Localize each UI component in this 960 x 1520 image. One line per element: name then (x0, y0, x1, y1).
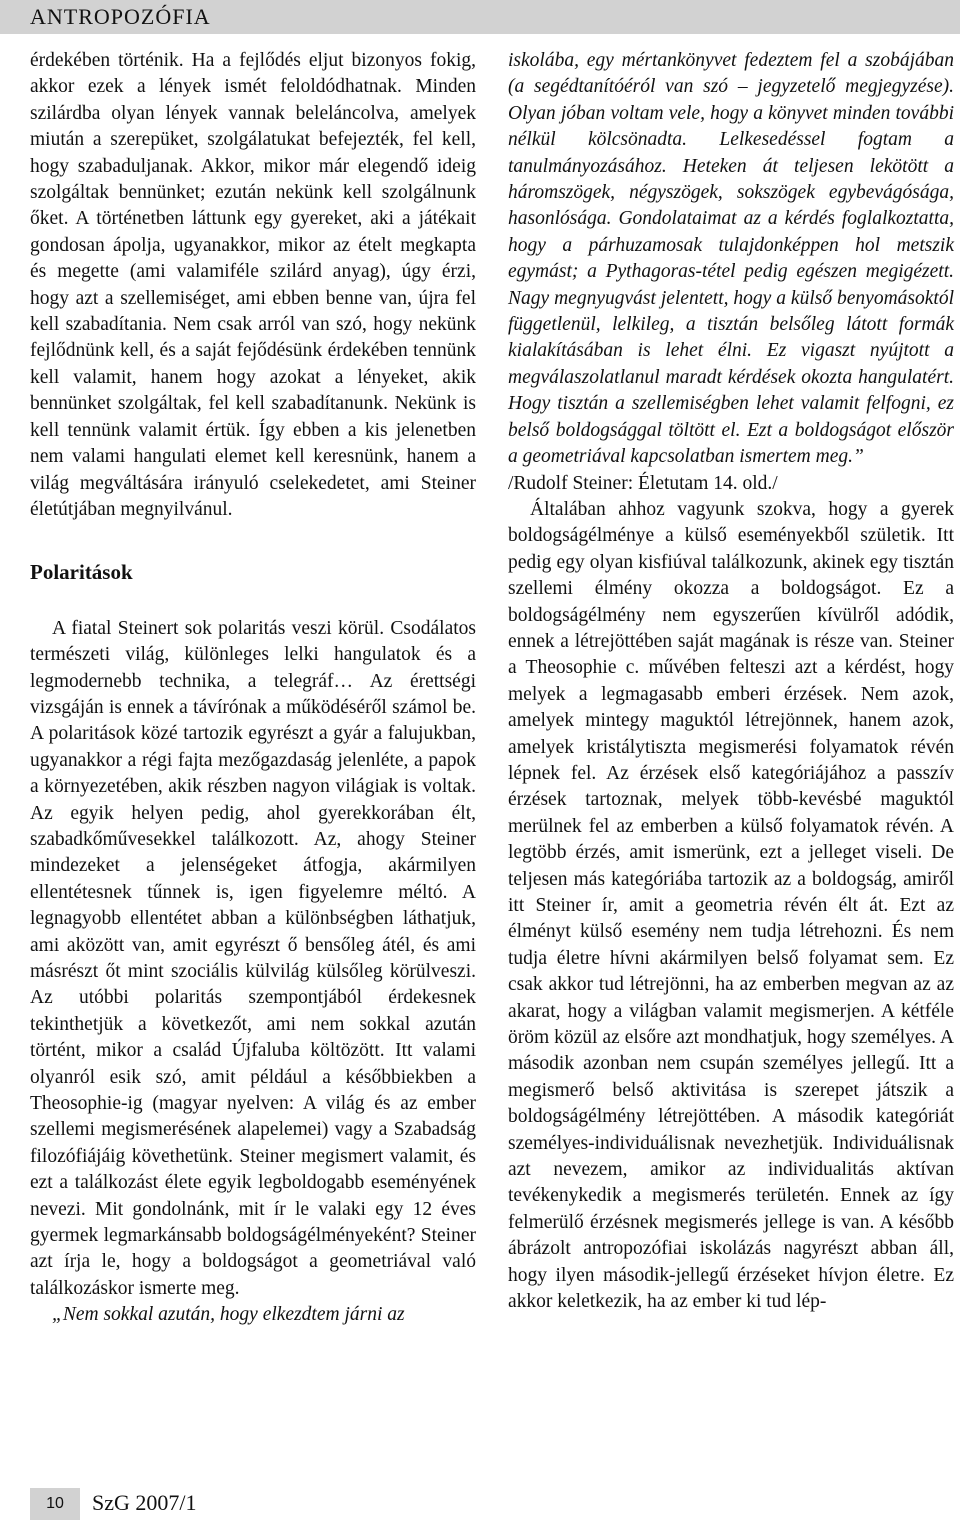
left-column (30, 48, 476, 1329)
section-title: ANTROPOZÓFIA (30, 4, 211, 29)
citation: /Rudolf Steiner: Életutam 14. old./ (508, 472, 778, 494)
page-number: 10 (30, 1488, 80, 1520)
section-heading: Polaritások (30, 560, 133, 585)
right-column (508, 48, 954, 1316)
journal-label: SzG 2007/1 (92, 1490, 197, 1515)
paragraph: érdekében történik. Ha a fejlődés eljut bizonyos fokig, akkor ezek a lények ismét feloldódhatnak. Minden szilárdba olyan lények vannak beleláncolva, amelyek miután a szerepüket, szolgálatukat befejezték, fel kell, hogy szabaduljanak. Akkor, mikor már elegendő ideig szolgáltak bennünket; ezután nekünk kell szolgálnunk őket. A történetben láttunk egy gyereket, aki a játékait gondosan ápolja, ugyanakkor, mikor az ételt megkapta és megette (ami valamiféle szilárd anyag), úgy érzi, hogy azt a szellemiséget, ami ebben benne van, újra fel kell szabadítania. Nem csak arról van szó, hogy nekünk fejlődnünk kell, és a saját fejődésünk érdekében tennünk kell valamit, hanem hogy azokat a lényeket, akik bennünket szolgáltak, fel kell szabadítanunk. Nekünk is kell tennünk valamit értük. Így ebben a kis jelenetben nem valami hangulati elemet kell keresnünk, hanem a világ megváltására irányuló cselekedetet, ami Steiner életútjában megnyilvánul. (30, 50, 476, 520)
quote-paragraph: iskolába, egy mértankönyvet fedeztem fel a szobájában (a segédtanítóéról van szó – jegyzetelő megjegyzése). Olyan jóban voltam vele, hogy a könyvet minden további nélkül kölcsönadta. Lelkesedéssel fogtam a tanulmányozásához. Heteken át teljesen lekötött a háromszögek, négyszögek, sokszögek egybevágósága, hasonlósága. Gondolataimat az a kérdés foglalkoztatta, hogy a párhuzamosak tulajdonképpen hol metszik egymást; a Pythagoras-tétel pedig egészen megigézett. Nagy megnyugvást jelentett, hogy a külső benyomásoktól függetlenül, lelkileg, a tisztán belsőleg látott formák kialakításában is lehet élni. Ez vigaszt nyújtott a megválaszolatlanul maradt kérdések okozta hangulatért. Hogy tisztán a szellemiségben lehet valamit felfogni, ez belső boldogsággal töltött el. Ezt a boldogságot először a geometriával kapcsolatban ismertem meg.” (508, 50, 954, 468)
paragraph: Általában ahhoz vagyunk szokva, hogy a gyerek boldogságélménye a külső eseményekből születik. Itt pedig egy olyan kisfiúval találkozunk, akinek egy tisztán szellemi élmény okozza a boldogságot. Ez a boldogságélmény nem egyszerűen kívülről adódik, ennek a létrejöttében saját magának is része van. Steiner a Theosophie c. művében felteszi azt a kérdést, hogy melyek a legmagasabb emberi érzések. Nem azok, amelyek mintegy maguktól létrejönnek, hanem azok, amelyek kristálytiszta megismerési folyamatok révén lépnek fel. Az érzések első kategóriájához a passzív érzések tartoznak, melyek több-kevésbé maguktól merülnek fel az emberben a külső folyamatok révén. A legtöbb érzés, amit ismerünk, ezt a jelleget viseli. De teljesen más kategóriába tartozik az a boldogság, amiről itt Steiner ír, amit a geometria révén élt át. Ezt az élményt külső esemény nem tudja létrehozni. És nem tudja életre hívni akármilyen belső folyamat sem. Ez csak akkor tud létrejönni, ha az emberben megvan az az akarat, hogy a világban valamit megismerjen. A kétféle öröm közül az elsőre azt mondhatjuk, hogy személyes. A második azonban nem csupán személyes jellegű. Itt a megismerő belső aktivitása is szerepet játszik a boldogságélmény létrejöttében. A második kategóriát személyes-individuálisnak nevezhetjük. Individuálisnak azt nevezem, amikor az individualitás aktívan tevékenykedik a megismerés területén. Ennek az így felmerülő érzésnek megismerés jellege is van. A később ábrázolt antropozófiai iskolázás nagyrészt abban áll, hogy ilyen második-jellegű érzéseket hívjon életre. Ez akkor keletkezik, ha az ember ki tud lép- (508, 498, 954, 1313)
header-bar (0, 0, 960, 34)
paragraph: A fiatal Steinert sok polaritás veszi körül. Csodálatos természeti világ, különleges lelki hangulatok és a legmodernebb technika, a telegráf… Az érettségi vizsgáján is ennek a távírónak a működéséről számol be. A polaritások közé tartozik egyrészt a gyár a falujukban, ugyanakkor a régi fajta mezőgazdaság jelenléte, a papok a környezetében, akik részben nagyon világiak is voltak. Az egyik helyen pedig, ahol gyerekkorában élt, szabadkőművesekkel találkozott. Az, ahogy Steiner mindezeket a jelenségeket átfogja, akármilyen ellentétesnek tűnnek is, igen figyelemre méltó. A legnagyobb ellentétet abban a különbségben láthatjuk, ami aközött van, amit egyrészt ő bensőleg átél, és ami másrészt őt mint szociális külvilág külsőleg körülveszi. Az utóbbi polaritás szempontjából érdekesnek tekinthetjük a következőt, ami nem sokkal azután történt, mikor a család Újfaluba költözött. Itt valami olyanról esik szó, amit például a későbbiekben a Theosophie-ig (magyar nyelven: A világ és az ember szellemi megismerésének alapelemei) vagy a Szabadság filozófiájáig követhetünk. Steiner megismert valamit, és ezt a találkozást élete egyik legboldogabb eseményének nevezi. Mit gondolnánk, mit ír le valaki egy 12 éves gyermek legmarkánsabb boldogságélményeként? Steiner azt írja le, hogy a boldogságot a geometriával való találkozáskor ismerte meg. (30, 617, 476, 1299)
quote-paragraph: „Nem sokkal azután, hogy elkezdtem járni az (52, 1304, 405, 1326)
page-footer (0, 1488, 960, 1520)
